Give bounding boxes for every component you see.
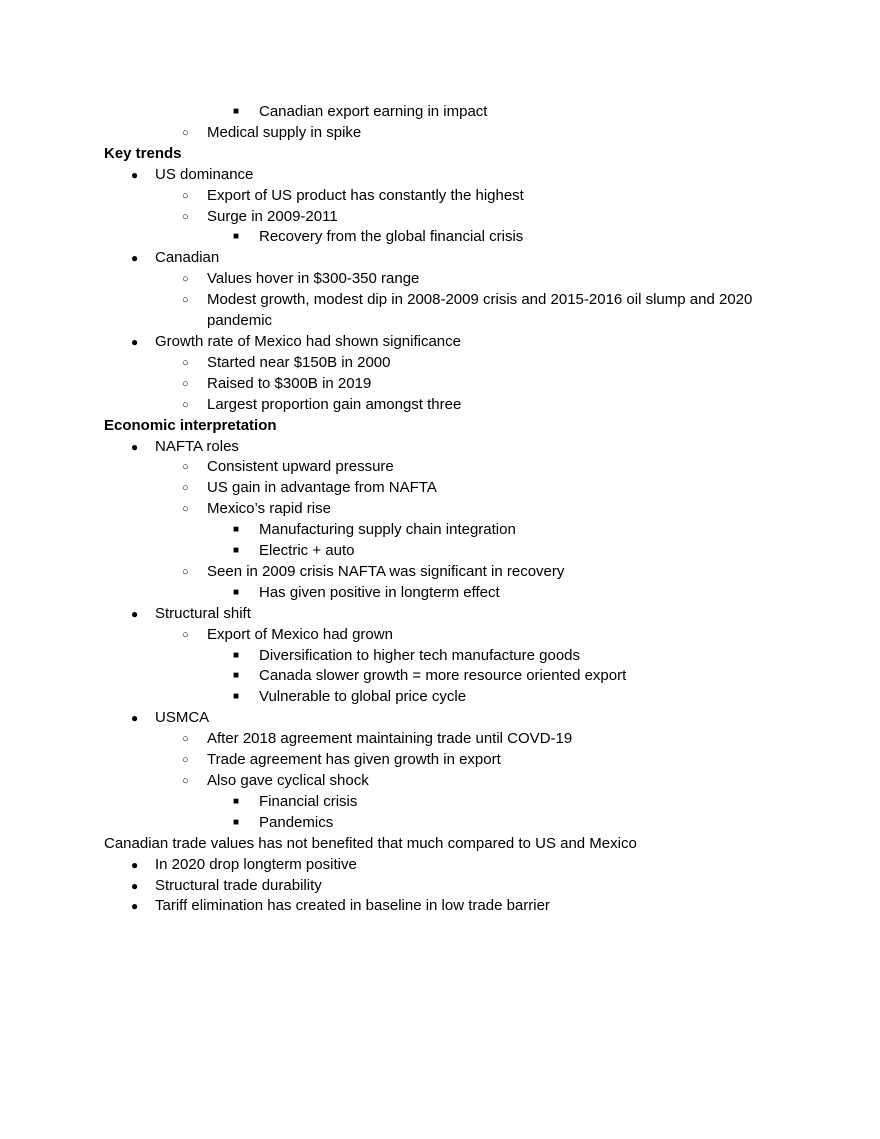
- list-item: [0, 165, 880, 186]
- list-item: [0, 227, 880, 248]
- list-item: [0, 792, 880, 813]
- hollow-bullet-icon: ○: [182, 273, 189, 286]
- square-bullet-icon: ■: [233, 524, 240, 536]
- line-text: Growth rate of Mexico had shown significance: [155, 332, 461, 350]
- hollow-bullet-icon: ○: [182, 189, 189, 202]
- list-item: [0, 437, 880, 458]
- square-bullet-icon: ■: [233, 691, 240, 703]
- hollow-bullet-icon: ○: [182, 775, 189, 787]
- list-item: [0, 562, 880, 583]
- list-item: [0, 186, 880, 207]
- filled-bullet-icon: ●: [131, 878, 139, 893]
- line-text: After 2018 agreement maintaining trade until COVD-19: [207, 730, 573, 748]
- square-bullet-icon: ■: [233, 231, 240, 243]
- line-text: Has given positive in longterm effect: [259, 583, 500, 601]
- line-text: Also gave cyclical shock: [207, 772, 369, 789]
- filled-bullet-icon: ●: [131, 334, 139, 349]
- line-text: USMCA: [155, 709, 210, 727]
- filled-bullet-icon: ●: [131, 167, 139, 182]
- line-text: Canadian: [155, 249, 220, 267]
- list-item: [0, 625, 880, 646]
- line-text: Canadian export earning in impact: [259, 103, 488, 120]
- list-item: [0, 813, 880, 834]
- list-item: [0, 102, 880, 123]
- square-bullet-icon: ■: [233, 106, 240, 117]
- filled-bullet-icon: ●: [131, 251, 139, 266]
- list-item: [0, 729, 880, 750]
- list-item: [0, 604, 880, 625]
- list-item: [0, 750, 880, 771]
- list-item: [0, 855, 880, 876]
- hollow-bullet-icon: ○: [182, 126, 189, 139]
- line-text: Export of Mexico had grown: [207, 625, 393, 643]
- line-text: In 2020 drop longterm positive: [155, 855, 357, 873]
- hollow-bullet-icon: ○: [182, 210, 189, 223]
- section-heading: [0, 144, 880, 165]
- hollow-bullet-icon: ○: [182, 377, 189, 390]
- line-text: Export of US product has constantly the highest: [207, 186, 524, 204]
- list-item: [0, 876, 880, 897]
- line-text: Trade agreement has given growth in export: [207, 751, 501, 769]
- list-item: [0, 541, 880, 562]
- document-body: [0, 102, 880, 917]
- line-text: Mexico’s rapid rise: [207, 500, 331, 518]
- line-text: Financial crisis: [259, 792, 358, 810]
- square-bullet-icon: ■: [233, 816, 240, 828]
- hollow-bullet-icon: ○: [182, 398, 189, 411]
- list-item: [0, 583, 880, 604]
- line-text: Tariff elimination has created in baseline in low trade barrier: [155, 897, 550, 915]
- line-text: US dominance: [155, 165, 254, 183]
- square-bullet-icon: ■: [233, 586, 240, 598]
- line-text: Consistent upward pressure: [207, 458, 394, 476]
- paragraph: [0, 834, 880, 855]
- hollow-bullet-icon: ○: [182, 754, 189, 767]
- line-text: Vulnerable to global price cycle: [259, 688, 467, 706]
- line-text: Modest growth, modest dip in 2008-2009 crisis and 2015-2016 oil slump and 2020 pandemic: [207, 291, 753, 330]
- hollow-bullet-icon: ○: [182, 356, 189, 369]
- list-item: [0, 666, 880, 687]
- line-text: Medical supply in spike: [207, 123, 362, 141]
- hollow-bullet-icon: ○: [182, 733, 189, 746]
- hollow-bullet-icon: ○: [182, 503, 189, 516]
- list-item: [0, 457, 880, 478]
- line-text: Raised to $300B in 2019: [207, 374, 372, 392]
- line-text: Largest proportion gain amongst three: [207, 395, 462, 413]
- list-item: [0, 248, 880, 269]
- square-bullet-icon: ■: [233, 795, 240, 807]
- square-bullet-icon: ■: [233, 649, 240, 661]
- line-text: NAFTA roles: [155, 437, 239, 455]
- list-item: [0, 290, 880, 332]
- line-text: Recovery from the global financial crisis: [259, 228, 524, 246]
- line-text: Economic interpretation: [104, 416, 277, 434]
- list-item: [0, 771, 880, 792]
- list-item: [0, 687, 880, 708]
- filled-bullet-icon: ●: [131, 899, 139, 914]
- line-text: Electric + auto: [259, 542, 355, 560]
- filled-bullet-icon: ●: [131, 857, 139, 872]
- line-text: Key trends: [104, 144, 182, 162]
- list-item: [0, 269, 880, 290]
- list-item: [0, 499, 880, 520]
- list-item: [0, 123, 880, 144]
- list-item: [0, 395, 880, 416]
- line-text: Manufacturing supply chain integration: [259, 521, 516, 539]
- list-item: [0, 207, 880, 228]
- line-text: Canada slower growth = more resource oriented export: [259, 667, 627, 685]
- hollow-bullet-icon: ○: [182, 628, 189, 641]
- line-text: Structural shift: [155, 604, 251, 622]
- section-heading: [0, 416, 880, 437]
- line-text: Values hover in $300-350 range: [207, 270, 420, 288]
- list-item: [0, 896, 880, 917]
- hollow-bullet-icon: ○: [182, 461, 189, 474]
- filled-bullet-icon: ●: [131, 439, 139, 454]
- hollow-bullet-icon: ○: [182, 565, 189, 578]
- line-text: Structural trade durability: [155, 876, 322, 894]
- line-text: Pandemics: [259, 813, 334, 831]
- line-text: Seen in 2009 crisis NAFTA was significant in recovery: [207, 562, 565, 580]
- line-text: Diversification to higher tech manufacture goods: [259, 646, 581, 664]
- hollow-bullet-icon: ○: [182, 294, 189, 307]
- filled-bullet-icon: ●: [131, 606, 139, 621]
- hollow-bullet-icon: ○: [182, 482, 189, 495]
- list-item: [0, 520, 880, 541]
- line-text: Canadian trade values has not benefited that much compared to US and Mexico: [104, 834, 637, 852]
- list-item: [0, 332, 880, 353]
- square-bullet-icon: ■: [233, 545, 240, 557]
- line-text: US gain in advantage from NAFTA: [207, 479, 437, 497]
- list-item: [0, 646, 880, 667]
- line-text: Surge in 2009-2011: [207, 207, 338, 225]
- list-item: [0, 353, 880, 374]
- list-item: [0, 374, 880, 395]
- square-bullet-icon: ■: [233, 670, 240, 682]
- list-item: [0, 478, 880, 499]
- line-text: Started near $150B in 2000: [207, 353, 391, 371]
- list-item: [0, 708, 880, 729]
- filled-bullet-icon: ●: [131, 711, 139, 726]
